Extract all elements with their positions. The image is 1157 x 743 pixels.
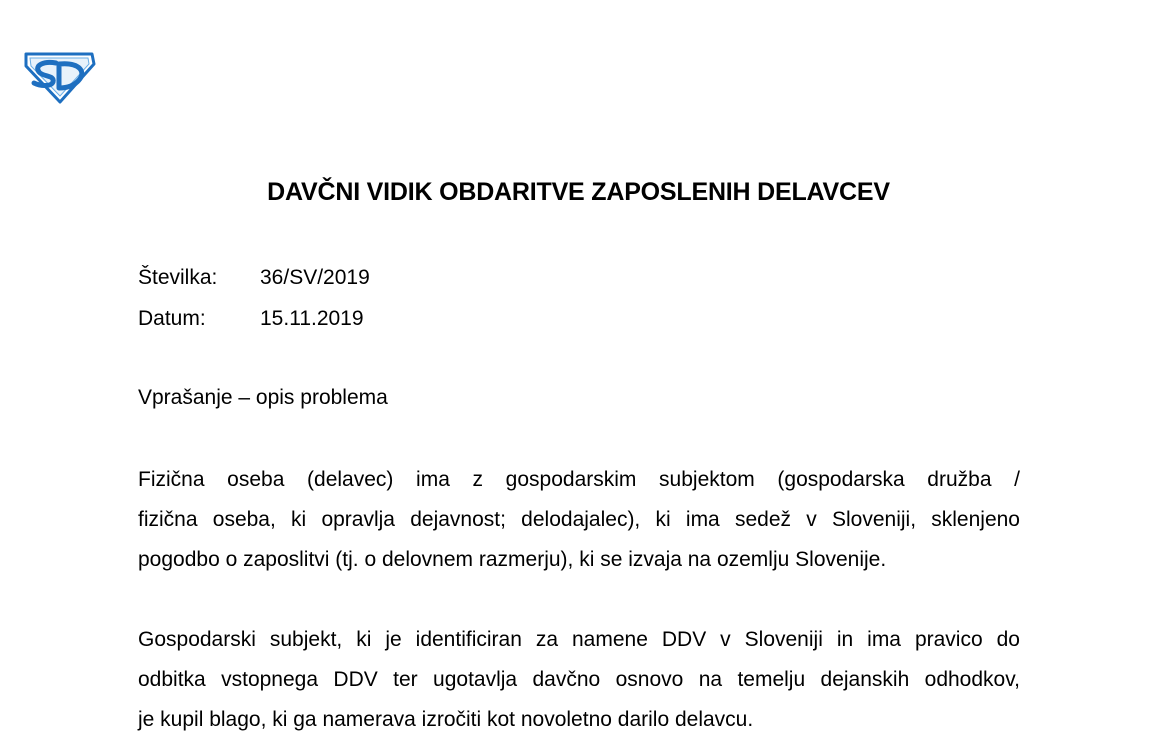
logo [22, 50, 96, 104]
meta-date-label: Datum: [138, 307, 206, 330]
paragraph-line: Gospodarski subjekt, ki je identificiran za namene DDV v Sloveniji in ima pravico do [138, 628, 1020, 651]
paragraph-2 [138, 620, 1020, 740]
paragraph-1 [138, 460, 1020, 580]
meta-date-row [138, 307, 364, 331]
paragraph-line: pogodbo o zaposlitvi (tj. o delovnem razmerju), ki se izvaja na ozemlju Slovenije. [138, 548, 887, 571]
sd-logo-icon [22, 50, 96, 104]
paragraph-line: je kupil blago, ki ga namerava izročiti kot novoletno darilo delavcu. [138, 708, 754, 731]
paragraph-line: odbitka vstopnega DDV ter ugotavlja davčno osnovo na temelju dejanskih odhodkov, [138, 668, 1020, 691]
meta-number-row [138, 266, 370, 290]
meta-number-label: Številka: [138, 266, 218, 289]
paragraph-line: Fizična oseba (delavec) ima z gospodarskim subjektom (gospodarska družba / [138, 468, 1020, 491]
paragraph-line: fizična oseba, ki opravlja dejavnost; delodajalec), ki ima sedež v Sloveniji, sklenjeno [138, 508, 1020, 531]
document-title: DAVČNI VIDIK OBDARITVE ZAPOSLENIH DELAVCEV [267, 178, 890, 206]
meta-number-value: 36/SV/2019 [260, 266, 370, 289]
meta-date-value: 15.11.2019 [260, 307, 364, 330]
section-heading: Vprašanje – opis problema [138, 386, 388, 409]
